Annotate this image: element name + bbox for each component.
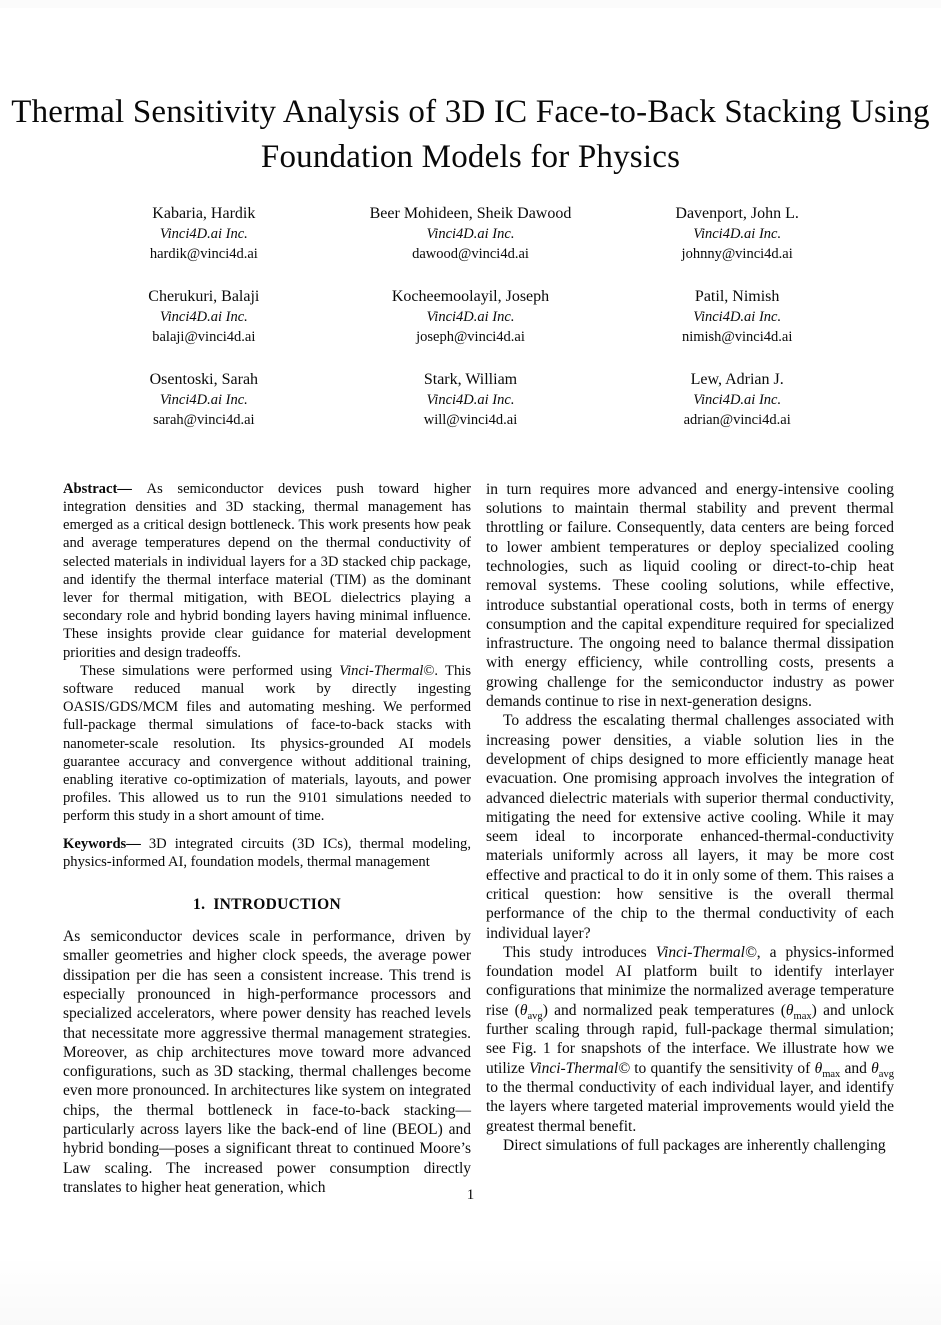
author-email: joseph@vinci4d.ai: [416, 328, 525, 345]
author-email: nimish@vinci4d.ai: [681, 328, 793, 345]
author-card: [71, 287, 338, 347]
author-name: Patil, Nimish: [694, 287, 780, 305]
author-email: dawood@vinci4d.ai: [412, 245, 529, 262]
author-email: sarah@vinci4d.ai: [153, 411, 255, 428]
body-columns: [63, 480, 894, 1197]
author-name: Beer Mohideen, Sheik Dawood: [369, 204, 572, 222]
right-column: [486, 480, 894, 1197]
author-card: [337, 370, 604, 430]
author-affiliation: Vinci4D.ai Inc.: [159, 391, 248, 408]
intro-paragraph-1-left: As semiconductor devices scale in performance, driven by smaller geometries and higher clock speeds, the average power dissipation per die has seen a consistent increase. This trend is especially pronounced in high-performance processors and specialized accelerators, where power density has reached levels that necessitate more aggressive thermal management strategies. Moreover, as chip architectures move toward more advanced configurations, such as 3D stacking, thermal challenges become even more pronounced. In architectures like system on integrated chips, the thermal bottleneck in face-to-back stacking—particularly across layers like the back-end of line (BEOL) and hybrid bonding—poses a significant threat to continued Moore’s Law scaling. The increased power consumption directly translates to higher heat generation, which: [63, 928, 471, 1196]
author-affiliation: Vinci4D.ai Inc.: [693, 225, 782, 242]
intro-paragraph-1-continued: in turn requires more advanced and energy-intensive cooling solutions to maintain thermal stability and prevent thermal throttling or failure. Consequently, data centers are being forced to lower ambient temperatures or deploy specialized cooling technologies, such as liquid cooling or direct-to-chip heat removal systems. These cooling solutions, while effective, introduce substantial operational costs, both in terms of energy consumption and the capital expenditure required for specialized infrastructure. The ongoing need to balance thermal dissipation with energy efficiency, while controlling costs, presents a growing challenge for the semiconductor industry as power demands continue to rise in next-generation designs.: [486, 480, 894, 711]
author-email: johnny@vinci4d.ai: [681, 245, 793, 262]
abstract-paragraph-2: These simulations were performed using Vinci-Thermal©. This software reduced manual work by directly ingesting OASIS/GDS/MCM files and automating meshing. We performed full-package thermal simulations of face-to-back stacks with nanometer-scale resolution. Its physics-grounded AI models guarantee accuracy and convergence without additional training, enabling iterative co-optimization of materials, layouts, and power profiles. This allowed us to run the 9101 simulations needed to perform this study in a short amount of time.: [63, 662, 471, 825]
left-column: [63, 480, 471, 1197]
author-card: [71, 204, 338, 264]
intro-paragraph-2: To address the escalating thermal challenges associated with increasing power densities, a viable solution lies in the development of chips designed to more efficiently manage heat evacuation. One promising approach involves the integration of advanced dielectric materials with superior thermal conductivity, mitigating the need for extensive active cooling. While it may seem ideal to incorporate enhanced-thermal-conductivity materials uniformly across all layers, it may be more cost effective and practical to do it in only some of them. This raises a critical question: how sensitive is the overall thermal performance of the chip to the thermal conductivity of each individual layer?: [486, 712, 894, 942]
author-card: [604, 287, 871, 347]
author-affiliation: Vinci4D.ai Inc.: [426, 225, 515, 242]
author-name: Cherukuri, Balaji: [148, 287, 260, 305]
intro-paragraph-4: Direct simulations of full packages are inherently challenging: [503, 1136, 886, 1154]
abstract-paragraph-1: Abstract— As semiconductor devices push toward higher integration densities and 3D stacking, thermal management has emerged as a critical design bottleneck. This work presents how peak and average temperatures depend on the thermal conductivity of selected materials in individual layers for a 3D stacked chip package, and identify the thermal interface material (TIM) as the dominant lever for thermal mitigation, with BEOL dielectrics playing a secondary role and hybrid bonding layers having minimal influence. These insights provide clear guidance for material development priorities and design tradeoffs.: [63, 480, 471, 661]
author-name: Davenport, John L.: [675, 204, 799, 222]
page-number: 1: [466, 1187, 475, 1203]
author-affiliation: Vinci4D.ai Inc.: [693, 308, 782, 325]
author-card: [71, 370, 338, 430]
author-card: [604, 370, 871, 430]
paper-title: Thermal Sensitivity Analysis of 3D IC Face-to-Back Stacking Using Foundation Models for Physics: [11, 94, 930, 175]
author-affiliation: Vinci4D.ai Inc.: [159, 308, 248, 325]
author-affiliation: Vinci4D.ai Inc.: [426, 308, 515, 325]
author-name: Kocheemoolayil, Joseph: [391, 287, 550, 305]
author-name: Lew, Adrian J.: [690, 370, 784, 388]
author-email: hardik@vinci4d.ai: [149, 245, 258, 262]
author-email: will@vinci4d.ai: [423, 411, 518, 428]
intro-paragraph-3: This study introduces Vinci-Thermal©, a physics-informed foundation model AI platform built to identify interlayer configurations that minimize the normalized average temperature rise $(\theta_{avg})$ and normalized peak temperatures $(\theta_{max})$ and unlock further scaling through rapid, full-package thermal simulation; see Fig. 1 for snapshots of the interface. We illustrate how we utilize Vinci-Thermal© to quantify the sensitivity of $\theta_{max}$ and $\theta_{avg}$ to the thermal conductivity of each individual layer, and identify the layers where targeted material improvements would yield the greatest thermal benefit.: [486, 943, 895, 1135]
author-name: Kabaria, Hardik: [152, 204, 256, 222]
section-heading-introduction: 1. INTRODUCTION: [193, 896, 341, 914]
author-card: [604, 204, 871, 264]
author-email: balaji@vinci4d.ai: [152, 328, 256, 345]
keywords-paragraph: Keywords— 3D integrated circuits (3D ICs), thermal modeling, physics-informed AI, foundation models, thermal management: [63, 835, 471, 870]
author-card: [337, 204, 604, 264]
author-email: adrian@vinci4d.ai: [683, 411, 791, 428]
author-affiliation: Vinci4D.ai Inc.: [426, 391, 515, 408]
author-affiliation: Vinci4D.ai Inc.: [159, 225, 248, 242]
author-block: [71, 204, 871, 430]
author-affiliation: Vinci4D.ai Inc.: [693, 391, 782, 408]
author-name: Osentoski, Sarah: [149, 370, 259, 388]
author-card: [337, 287, 604, 347]
author-name: Stark, William: [423, 370, 518, 388]
